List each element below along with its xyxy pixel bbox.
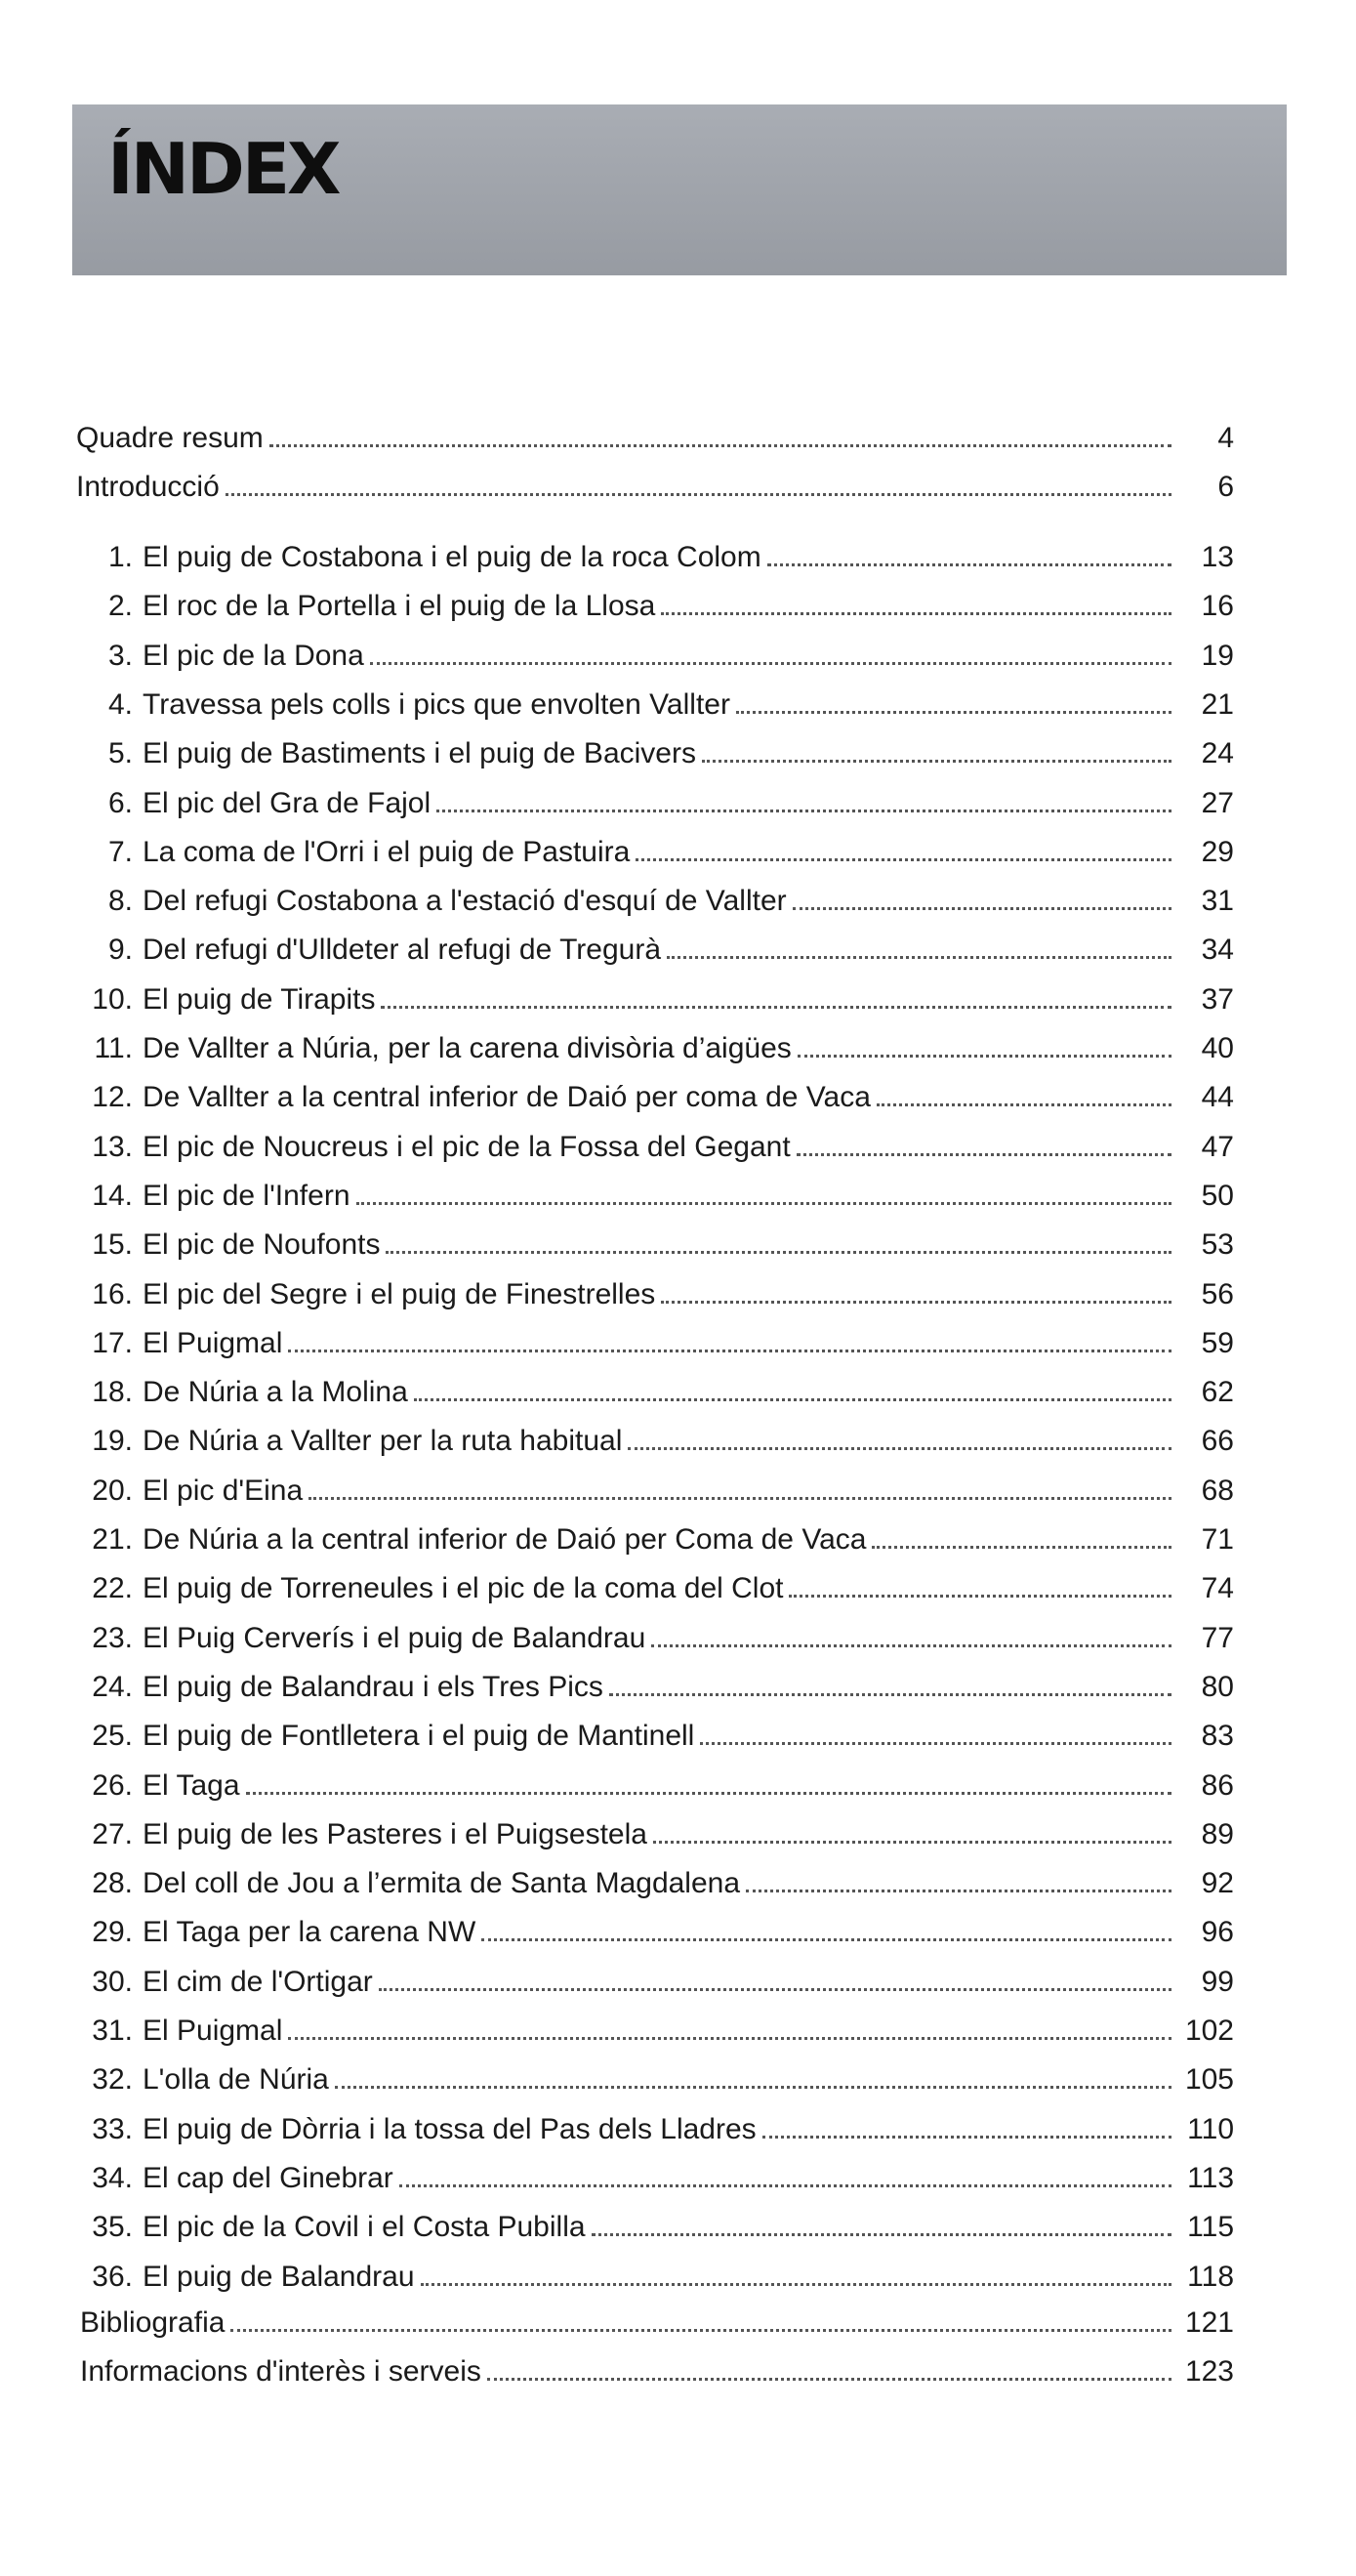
toc-entry-page: 99 [1201,1966,1234,1998]
toc-entry-title: El pic del Segre i el puig de Finestrelles [143,1278,656,1310]
dot-leader [592,2233,1171,2236]
toc-entry-page: 21 [1201,688,1234,721]
toc-row[interactable] [0,1666,1356,1709]
toc-entry-number: 28. [92,1867,133,1899]
toc-entry-page: 6 [1217,471,1234,503]
toc-row[interactable] [0,1076,1356,1119]
dot-leader [421,2283,1171,2286]
toc-row[interactable] [0,2256,1356,2299]
toc-row[interactable] [0,1518,1356,1561]
toc-entry-number: 20. [92,1475,133,1507]
dot-leader [767,563,1171,566]
toc-entry-number: 14. [92,1180,133,1212]
toc-row[interactable] [0,1617,1356,1660]
dot-leader [288,1350,1171,1352]
toc-entry-number: 9. [107,934,133,966]
toc-row[interactable] [0,1175,1356,1218]
toc-entry-title: De Vallter a la central inferior de Daió per coma de Vaca [143,1081,871,1113]
dot-leader [436,810,1171,812]
dot-leader [798,1055,1171,1058]
toc-row[interactable] [0,684,1356,727]
toc-entry-line [143,635,1234,678]
toc-entry-number: 35. [92,2211,133,2243]
toc-entry-line [143,1715,1234,1758]
toc-entry-page: 24 [1201,737,1234,769]
toc-entry-number: 12. [92,1081,133,1113]
toc-entry-line [143,1076,1234,1119]
toc-row[interactable] [0,782,1356,825]
toc-entry-title: De Vallter a Núria, per la carena divisòria d’aigües [143,1032,792,1064]
dot-leader [335,2086,1171,2089]
toc-entry-page: 16 [1201,590,1234,622]
toc-entry-page: 50 [1201,1180,1234,1212]
dot-leader [487,2378,1171,2381]
toc-row[interactable] [0,1322,1356,1365]
toc-entry-page: 44 [1201,1081,1234,1113]
toc-entry-line [143,1617,1234,1660]
dot-leader [370,662,1171,665]
toc-row[interactable] [0,1813,1356,1856]
toc-entry-page: 66 [1201,1425,1234,1457]
dot-leader [381,1006,1171,1009]
dot-leader [414,1398,1171,1401]
toc-entry-number: 25. [92,1720,133,1752]
toc-entry-number: 5. [107,737,133,769]
index-header-band [72,104,1287,275]
toc-entry-title: El pic del Gra de Fajol [143,787,431,819]
toc-entry-line [143,978,1234,1021]
toc-entry-number: 22. [92,1572,133,1604]
toc-entry-title: El puig de Balandrau [143,2261,415,2293]
toc-entry-page: 34 [1201,934,1234,966]
dot-leader [651,1644,1171,1647]
dot-leader [762,2136,1171,2139]
toc-back-row[interactable] [0,2302,1356,2345]
toc-entry-title: Informacions d'interès i serveis [80,2355,481,2388]
toc-row[interactable] [0,1765,1356,1807]
toc-entry-number: 13. [92,1131,133,1163]
toc-entry-line [143,782,1234,825]
dot-leader [653,1841,1171,1844]
toc-entry-page: 29 [1201,836,1234,868]
toc-entry-page: 74 [1201,1572,1234,1604]
toc-row[interactable] [0,831,1356,874]
toc-entry-page: 102 [1184,2015,1234,2047]
toc-entry-title: El pic de la Covil i el Costa Pubilla [143,2211,586,2243]
dot-leader [609,1693,1171,1696]
dot-leader [797,1153,1171,1156]
toc-entry-title: El puig de Dòrria i la tossa del Pas dels Lladres [143,2113,757,2145]
toc-entry-title: Del coll de Jou a l’ermita de Santa Magdalena [143,1867,741,1899]
toc-entry-number: 17. [92,1327,133,1359]
toc-entry-title: El puig de les Pasteres i el Puigsestela [143,1818,647,1850]
toc-entry-title: De Núria a la Molina [143,1376,408,1408]
toc-front-row[interactable] [0,466,1356,509]
toc-entry-page: 110 [1187,2113,1234,2145]
toc-entry-number: 6. [107,787,133,819]
toc-row[interactable] [0,1273,1356,1316]
toc-entry-line [143,929,1234,972]
toc-row[interactable] [0,1126,1356,1169]
toc-entry-title: El pic d'Eina [143,1475,304,1507]
dot-leader [702,760,1171,763]
toc-entry-number: 15. [92,1228,133,1261]
toc-entry-page: 56 [1201,1278,1234,1310]
toc-entry-title: L'olla de Núria [143,2063,329,2096]
toc-entry-line [143,1126,1234,1169]
toc-entry-number: 26. [92,1769,133,1802]
dot-leader [288,2037,1171,2040]
toc-entry-title: Bibliografia [80,2306,226,2339]
toc-entry-title: El roc de la Portella i el puig de la Llosa [143,590,656,622]
toc-entry-page: 53 [1201,1228,1234,1261]
toc-row[interactable] [0,2010,1356,2053]
toc-entry-title: El puig de Tirapits [143,983,376,1016]
toc-entry-line [143,2058,1234,2101]
toc-entry-title: El Puig Cerverís i el puig de Balandrau [143,1622,646,1654]
toc-row[interactable] [0,1420,1356,1463]
toc-row[interactable] [0,1470,1356,1513]
dot-leader [628,1447,1171,1450]
toc-entry-title: El pic de la Dona [143,640,364,672]
dot-leader [399,2184,1171,2187]
toc-entry-line [143,1322,1234,1365]
dot-leader [226,493,1171,496]
toc-entry-line [143,1567,1234,1610]
dot-leader [661,612,1171,615]
toc-entry-title: El pic de l'Infern [143,1180,350,1212]
toc-row[interactable] [0,732,1356,775]
toc-entry-number: 27. [92,1818,133,1850]
toc-row[interactable] [0,1224,1356,1267]
toc-entry-title: De Núria a Vallter per la ruta habitual [143,1425,623,1457]
toc-entry-page: 68 [1201,1475,1234,1507]
dot-leader [667,956,1171,959]
toc-entry-title: El Puigmal [143,1327,283,1359]
dot-leader [356,1202,1171,1205]
toc-entry-title: El puig de Torreneules i el pic de la coma del Clot [143,1572,784,1604]
dot-leader [746,1890,1171,1892]
toc-entry-title: Travessa pels colls i pics que envolten Vallter [143,688,730,721]
toc-row[interactable] [0,1911,1356,1954]
toc-row[interactable] [0,2108,1356,2151]
toc-entry-title: El puig de Bastiments i el puig de Bacivers [143,737,696,769]
toc-entry-title: La coma de l'Orri i el puig de Pastuira [143,836,631,868]
dot-leader [308,1497,1171,1500]
toc-entry-page: 123 [1184,2355,1234,2388]
toc-entry-line [143,684,1234,727]
toc-entry-page: 19 [1201,640,1234,672]
dot-leader [877,1103,1171,1106]
dot-leader [230,2329,1171,2332]
toc-entry-page: 40 [1201,1032,1234,1064]
toc-entry-line [80,2350,1234,2393]
toc-entry-page: 37 [1201,983,1234,1016]
toc-entry-number: 30. [92,1966,133,1998]
dot-leader [736,711,1171,714]
toc-entry-number: 36. [92,2261,133,2293]
toc-entry-number: 23. [92,1622,133,1654]
toc-entry-line [143,1420,1234,1463]
toc-row[interactable] [0,929,1356,972]
toc-row[interactable] [0,880,1356,923]
toc-entry-number: 11. [94,1032,133,1064]
toc-row[interactable] [0,1371,1356,1414]
toc-entry-title: El Puigmal [143,2015,283,2047]
toc-entry-page: 31 [1201,885,1234,917]
dot-leader [246,1792,1171,1795]
dot-leader [700,1742,1171,1745]
toc-entry-number: 21. [92,1523,133,1556]
toc-row[interactable] [0,1715,1356,1758]
toc-entry-number: 19. [92,1425,133,1457]
toc-entry-page: 71 [1201,1523,1234,1556]
toc-entry-title: El puig de Balandrau i els Tres Pics [143,1671,603,1703]
toc-entry-page: 27 [1201,787,1234,819]
toc-entry-line [143,1765,1234,1807]
toc-entry-title: El puig de Fontlletera i el puig de Mantinell [143,1720,695,1752]
toc-entry-line [143,1470,1234,1513]
toc-entry-number: 24. [92,1671,133,1703]
toc-entry-title: El puig de Costabona i el puig de la roca Colom [143,541,761,573]
toc-entry-title: El pic de Noucreus i el pic de la Fossa del Gegant [143,1131,791,1163]
dot-leader [481,1938,1171,1941]
toc-entry-line [76,466,1234,509]
toc-entry-title: El Taga [143,1769,240,1802]
toc-entry-line [143,1273,1234,1316]
dot-leader [872,1546,1171,1549]
toc-entry-number: 10. [92,983,133,1016]
toc-row[interactable] [0,978,1356,1021]
dot-leader [793,907,1171,910]
toc-entry-line [143,880,1234,923]
toc-entry-title: Del refugi Costabona a l'estació d'esquí de Vallter [143,885,787,917]
toc-entry-page: 89 [1201,1818,1234,1850]
toc-entry-line [143,2157,1234,2200]
toc-entry-line [143,1813,1234,1856]
toc-row[interactable] [0,635,1356,678]
toc-entry-page: 92 [1201,1867,1234,1899]
toc-entry-line [143,1371,1234,1414]
toc-entry-page: 115 [1187,2211,1234,2243]
toc-entry-line [143,1911,1234,1954]
toc-row[interactable] [0,2058,1356,2101]
toc-entry-line [143,1862,1234,1905]
toc-entry-page: 83 [1201,1720,1234,1752]
toc-entry-line [143,2256,1234,2299]
toc-entry-title: El Taga per la carena NW [143,1916,476,1948]
toc-entry-page: 59 [1201,1327,1234,1359]
toc-entry-line [143,1224,1234,1267]
toc-entry-line [76,417,1234,460]
toc-front-row[interactable] [0,417,1356,460]
toc-row[interactable] [0,2206,1356,2249]
toc-entry-number: 32. [92,2063,133,2096]
toc-entry-title: El cap del Ginebrar [143,2162,393,2194]
toc-entry-title: Del refugi d'Ulldeter al refugi de Tregurà [143,934,662,966]
toc-entry-number: 29. [92,1916,133,1948]
toc-entry-title: El pic de Noufonts [143,1228,381,1261]
dot-leader [789,1595,1171,1598]
toc-entry-line [143,536,1234,579]
toc-entry-line [143,2206,1234,2249]
dot-leader [386,1251,1171,1254]
toc-entry-page: 62 [1201,1376,1234,1408]
toc-entry-page: 105 [1184,2063,1234,2096]
toc-entry-page: 77 [1201,1622,1234,1654]
page-title: ÍNDEX [107,128,339,210]
toc-entry-line [143,732,1234,775]
toc-row[interactable] [0,1862,1356,1905]
toc-entry-page: 113 [1187,2162,1234,2194]
toc-row[interactable] [0,536,1356,579]
toc-entry-number: 31. [92,2015,133,2047]
toc-entry-page: 80 [1201,1671,1234,1703]
toc-entry-page: 47 [1201,1131,1234,1163]
toc-entry-number: 4. [107,688,133,721]
dot-leader [661,1301,1171,1304]
toc-row[interactable] [0,1567,1356,1610]
toc-entry-line [143,1518,1234,1561]
toc-entry-line [143,1666,1234,1709]
toc-entry-title: De Núria a la central inferior de Daió per Coma de Vaca [143,1523,867,1556]
dot-leader [269,444,1171,447]
toc-entry-line [143,585,1234,628]
toc-entry-line [143,831,1234,874]
toc-back-row[interactable] [0,2350,1356,2393]
toc-entry-line [143,1961,1234,2004]
toc-entry-title: Quadre resum [76,422,264,454]
toc-entry-line [143,1027,1234,1070]
toc-entry-title: El cim de l'Ortigar [143,1966,373,1998]
toc-entry-number: 1. [107,541,133,573]
toc-entry-number: 33. [92,2113,133,2145]
toc-entry-number: 34. [92,2162,133,2194]
toc-row[interactable] [0,1961,1356,2004]
toc-row[interactable] [0,585,1356,628]
toc-row[interactable] [0,1027,1356,1070]
dot-leader [379,1988,1171,1991]
toc-entry-number: 18. [92,1376,133,1408]
toc-entry-page: 118 [1187,2261,1234,2293]
toc-entry-line [143,2010,1234,2053]
dot-leader [636,858,1171,861]
toc-entry-page: 86 [1201,1769,1234,1802]
toc-entry-page: 4 [1217,422,1234,454]
toc-entry-line [80,2302,1234,2345]
toc-entry-number: 2. [107,590,133,622]
toc-entry-title: Introducció [76,471,220,503]
toc-entry-page: 96 [1201,1916,1234,1948]
toc-entry-number: 16. [92,1278,133,1310]
toc-entry-number: 7. [107,836,133,868]
toc-entry-page: 13 [1201,541,1234,573]
toc-entry-number: 3. [107,640,133,672]
toc-entry-number: 8. [107,885,133,917]
toc-entry-line [143,2108,1234,2151]
toc-entry-page: 121 [1184,2306,1234,2339]
toc-row[interactable] [0,2157,1356,2200]
toc-entry-line [143,1175,1234,1218]
